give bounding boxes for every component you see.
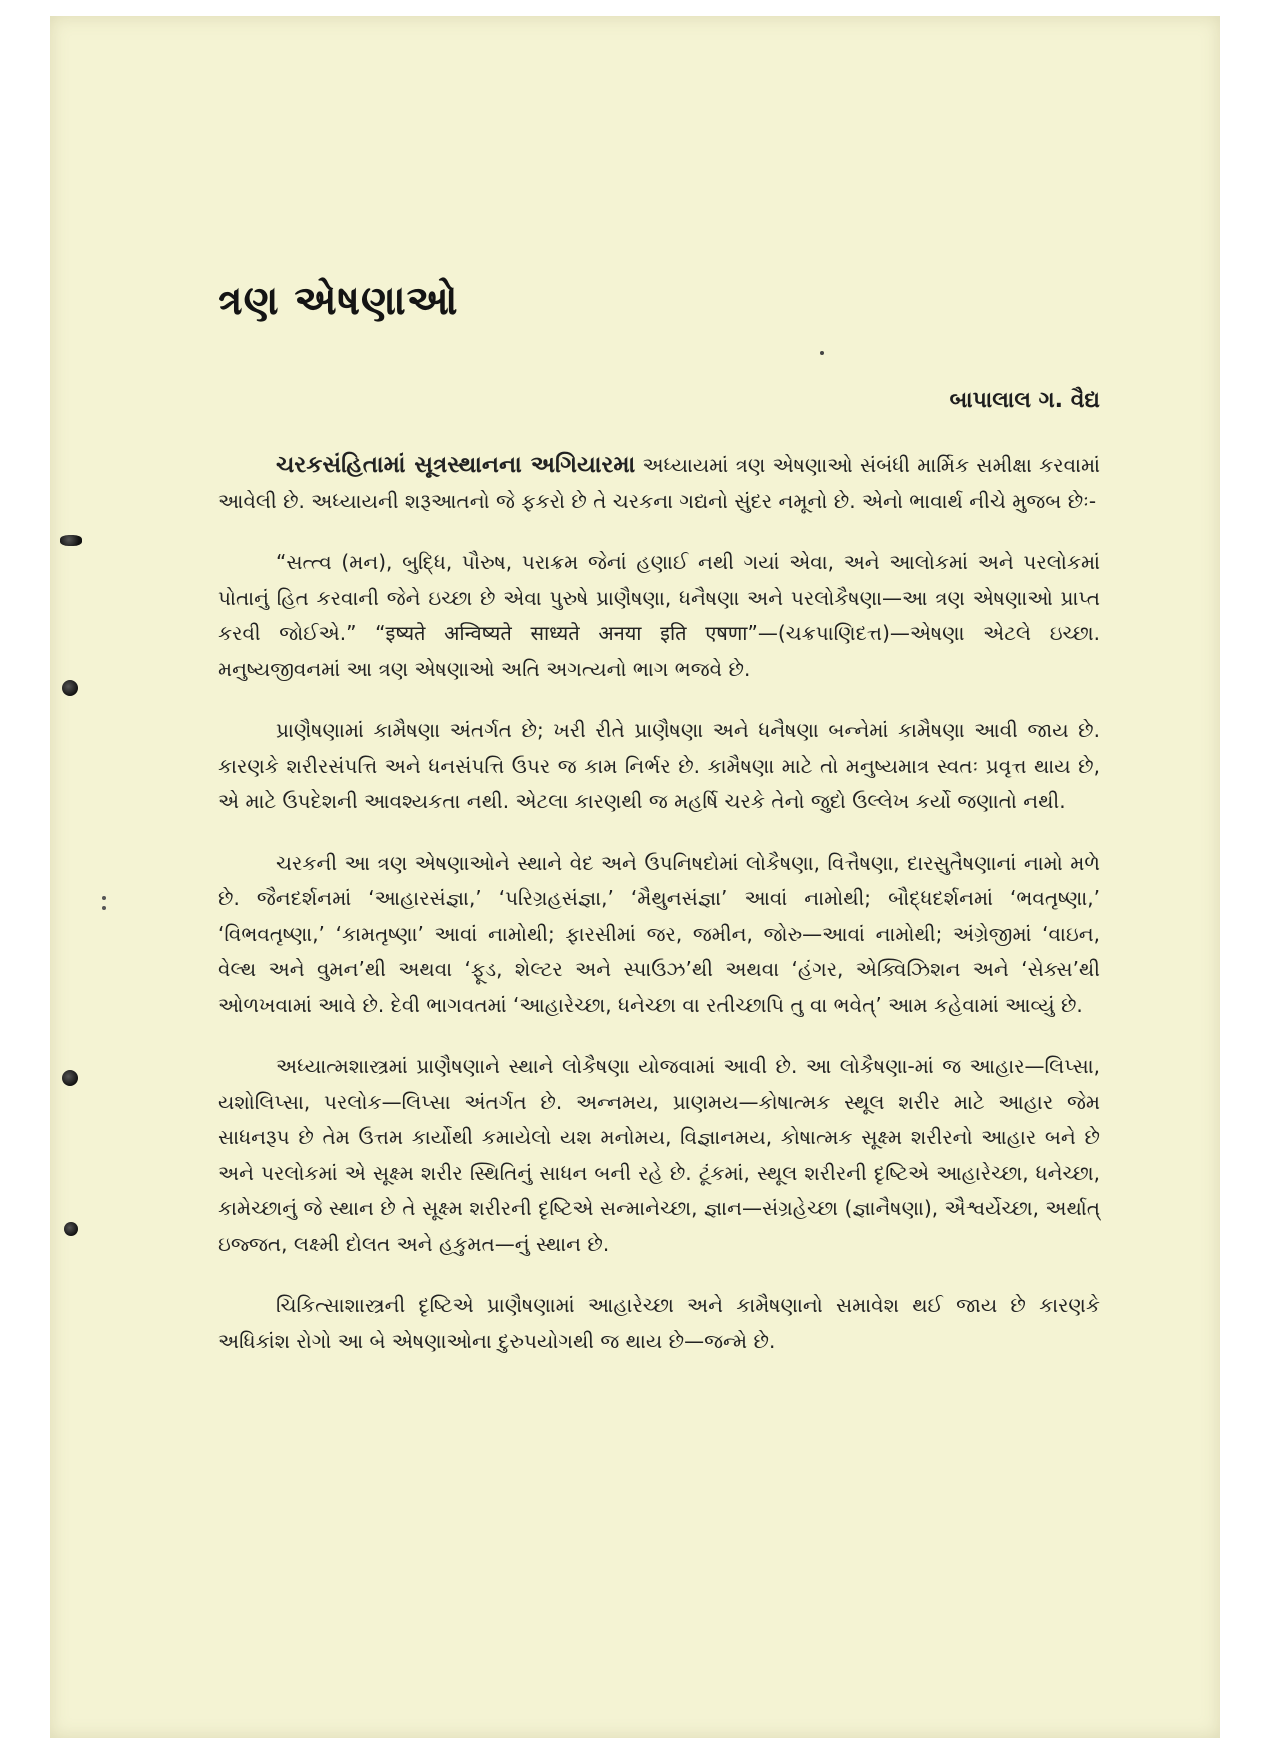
punch-hole-1 [60,535,82,546]
paragraph-2 [218,545,1100,687]
punch-hole-4 [64,1222,78,1236]
paragraph-lead: ચરકસંહિતામાં સૂત્રસ્થાનના અગિયારમા [276,452,636,478]
article-body [218,448,1100,1385]
margin-mark [102,896,106,900]
paragraph-text: અધ્યાયમાં ત્રણ એષણાઓ સંબંધી માર્મિક સમીક્ષા કરવામાં આવેલી છે. અધ્યાયની શરૂઆતનો જે ફકરો છે તે ચરકના ગદ્યનો સુંદર નમૂનો છે. એનો ભાવાર્થ નીચે મુજબ છેઃ- [218,453,1101,513]
article-author: બાપાલાલ ગ. વૈદ્ય [949,388,1100,413]
paragraph-5 [218,1049,1100,1262]
paragraph-text: અધ્યાત્મશાસ્ત્રમાં પ્રાણૈષણાને સ્થાને લોકૈષણા યોજવામાં આવી છે. આ લોકૈષણા-માં જ આહાર—લિપ્સા, યશોલિપ્સા, પરલોક—લિપ્સા અંતર્ગત છે. અન્નમય, પ્રાણમય—કોષાત્મક સ્થૂલ શરીર માટે આહાર જેમ સાધનરૂપ છે તેમ ઉત્તમ કાર્યોથી કમાયેલો યશ મનોમય, વિજ્ઞાનમય, કોષાત્મક સૂક્ષ્મ શરીરનો આહાર બને છે અને પરલોકમાં એ સૂક્ષ્મ શરીર સ્થિતિનું સાધન બની રહે છે. ટૂંકમાં, સ્થૂલ શરીરની દૃષ્ટિએ આહારેચ્છા, ધનેચ્છા, કામેચ્છાનું જે સ્થાન છે તે સૂક્ષ્મ શરીરની દૃષ્ટિએ સન્માનેચ્છા, જ્ઞાન—સંગ્રહેચ્છા (જ્ઞાનૈષણા), ઐશ્વર્યેચ્છા, અર્થાત્ ઇજ્જત, લક્ષ્મી દોલત અને હકુમત—નું સ્થાન છે. [218,1054,1100,1256]
paragraph-text: ચિકિત્સાશાસ્ત્રની દૃષ્ટિએ પ્રાણૈષણામાં આહારેચ્છા અને કામૈષણાનો સમાવેશ થઈ જાય છે કારણકે અધિકાંશ રોગો આ બે એષણાઓના દુરુપયોગથી જ થાય છે—જન્મે છે. [218,1293,1100,1353]
scanned-page [50,16,1220,1738]
punch-hole-3 [62,1070,78,1086]
paragraph-text: “સત્ત્વ (મન), બુદ્ધિ, પૌરુષ, પરાક્રમ જેનાં હણાઈ નથી ગયાં એવા, અને આલોકમાં અને પરલોકમાં પોતાનું હિત કરવાની જેને ઇચ્છા છે એવા પુરુષે પ્રાણૈષણા, ધનૈષણા અને પરલોકૈષણા—આ ત્રણ એષણાઓ પ્રાપ્ત કરવી જોઈએ.” “इष्यते अन्विष्यते साध्यते अनया इति एषणा”—(ચક્રપાણિદત્ત)—એષણા એટલે ઇચ્છા. મનુષ્યજીવનમાં આ ત્રણ એષણાઓ અતિ અગત્યનો ભાગ ભજવે છે. [218,550,1100,681]
paragraph-3 [218,713,1100,820]
punch-hole-2 [62,680,78,696]
stray-dot [820,351,824,355]
margin-mark [102,906,106,910]
article-title: ત્રણ એષણાઓ [218,278,459,324]
paragraph-text: પ્રાણૈષણામાં કામૈષણા અંતર્ગત છે; ખરી રીતે પ્રાણૈષણા અને ધનૈષણા બન્નેમાં કામૈષણા આવી જાય છે. કારણકે શરીરસંપત્તિ અને ધનસંપત્તિ ઉપર જ કામ નિર્ભર છે. કામૈષણા માટે તો મનુષ્યમાત્ર સ્વતઃ પ્રવૃત્ત થાય છે, એ માટે ઉપદેશની આવશ્યકતા નથી. એટલા કારણથી જ મહર્ષિ ચરકે તેનો જુદો ઉલ્લેખ કર્યો જણાતો નથી. [218,718,1100,813]
paragraph-text: ચરકની આ ત્રણ એષણાઓને સ્થાને વેદ અને ઉપનિષદોમાં લોકૈષણા, વિત્તૈષણા, દારસુતૈષણાનાં નામો મળે છે. જૈનદર્શનમાં ‘આહારસંજ્ઞા,’ ‘પરિગ્રહસંજ્ઞા,’ ‘મૈથુનસંજ્ઞા’ આવાં નામોથી; બૌદ્ધદર્શનમાં ‘ભવતૃષ્ણા,’ ‘વિભવતૃષ્ણા,’ ‘કામતૃષ્ણા’ આવાં નામોથી; ફારસીમાં જર, જમીન, જોરુ—આવાં નામોથી; અંગ્રેજીમાં ‘વાઇન, વેલ્થ અને વુમન’થી અથવા ‘ફૂડ, શેલ્ટર અને સ્પાઉઝ’થી અથવા ‘હંગર, એક્વિઝિશન અને ‘સેક્સ’થી ઓળખવામાં આવે છે. દેવી ભાગવતમાં ‘આહારેચ્છા, ધનેચ્છા વા રતીચ્છાપિ તુ વા ભવેત્’ આમ કહેવામાં આવ્યું છે. [218,850,1100,1017]
paragraph-1 [218,448,1100,519]
paragraph-6 [218,1288,1100,1359]
paragraph-4 [218,846,1100,1024]
